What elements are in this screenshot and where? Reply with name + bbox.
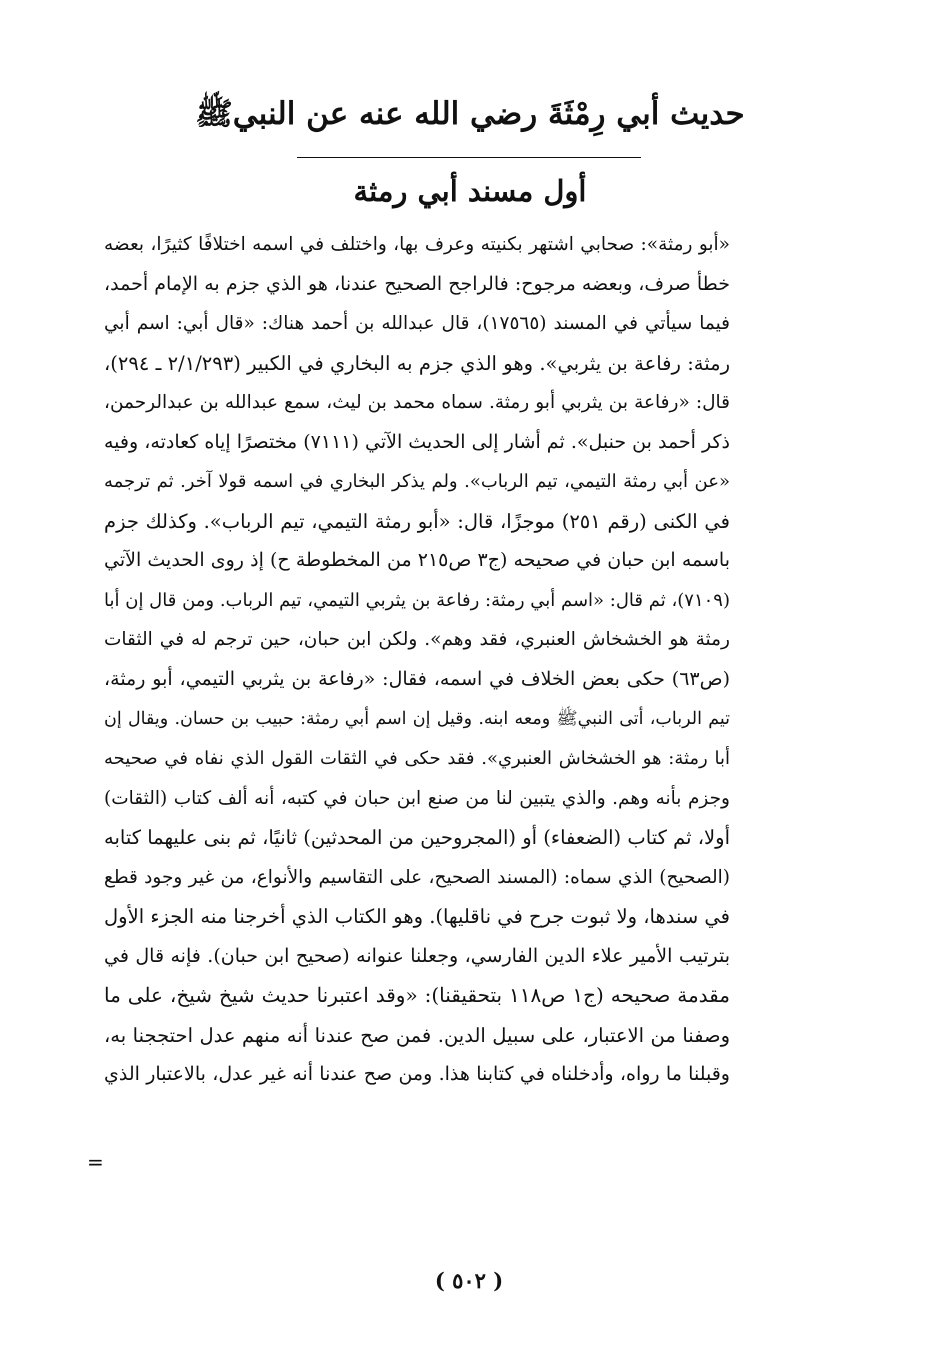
body-line: قال: «رفاعة بن يثربي أبو رمثة. سماه محمد بن ليث، سمع عبدالله بن عبدالرحمن، [104,392,730,414]
body-line: رمثة هو الخشخاش العنبري، فقد وهم». ولكن ابن حبان، حين ترجم له في الثقات [104,629,730,651]
chapter-title: حديث أبي رِمْثَةَ رضي الله عنه عن النبيﷺ [195,96,745,132]
body-line: (الصحيح) الذي سماه: (المسند الصحيح، على التقاسيم والأنواع، من غير وجود قطع [104,866,730,888]
section-title: أول مسند أبي رمثة [353,174,587,208]
body-line: باسمه ابن حبان في صحيحه (ج٣ ص٢١٥ من المخطوطة ح) إذ روى الحديث الآتي [104,549,730,572]
body-line: خطأ صرف، وبعضه مرجوح: فالراجح الصحيح عندنا، هو الذي جزم به الإمام أحمد، [104,272,730,295]
body-line: (ص٦٣) حكى بعض الخلاف في اسمه، فقال: «رفاعة بن يثربي التيمي، أبو رمثة، [104,668,730,691]
body-line: وقبلنا ما رواه، وأدخلناه في كتابنا هذا. ومن صح عندنا أنه غير عدل، بالاعتبار الذي [104,1063,730,1086]
body-line: رمثة: رفاعة بن يثربي». وهو الذي جزم به البخاري في الكبير (٢/١/٢٩٣ ـ ٢٩٤)، [104,351,730,375]
body-line: أولا، ثم كتاب (الضعفاء) أو (المجروحين من المحدثين) ثانيًا، ثم بنى عليهما كتابه [104,826,730,850]
body-line: في سندها، ولا ثبوت جرح في ناقليها). وهو الكتاب الذي أخرجنا منه الجزء الأول [104,905,730,929]
body-line: أبا رمثة: هو الخشخاش العنبري». فقد حكى في الثقات القول الذي نفاه في صحيحه [104,748,730,770]
body-line: فيما سيأتي في المسند (١٧٥٦٥)، قال عبدالله بن أحمد هناك: «قال أبي: اسم أبي [104,313,730,335]
body-line: تيم الرباب، أتى النبيﷺ ومعه ابنه. وقيل إن اسم أبي رمثة: حبيب بن حسان. ويقال إن [104,708,730,729]
body-text [104,225,730,1095]
body-line: وجزم بأنه وهم. والذي يتبين لنا من صنع ابن حبان في كتبه، أنه ألف كتاب (الثقات) [104,787,730,809]
body-line: «أبو رمثة»: صحابي اشتهر بكنيته وعرف بها، واختلف في اسمه اختلافًا كثيرًا، بعضه [104,234,730,255]
body-line: مقدمة صحيحه (ج١ ص١١٨ بتحقيقنا): «وقد اعتبرنا حديث شيخ شيخ، على ما [104,983,730,1008]
title-divider [297,157,641,158]
continuation-mark: = [87,1150,104,1174]
body-line: وصفنا من الاعتبار، على سبيل الدين. فمن صح عندنا أنه منهم عدل احتججنا به، [104,1023,730,1047]
body-line: (٧١٠٩)، ثم قال: «اسم أبي رمثة: رفاعة بن يثربي التيمي، تيم الرباب. ومن قال إن أبا [104,589,730,611]
body-line: «عن أبي رمثة التيمي، تيم الرباب». ولم يذكر البخاري في اسمه قولا آخر. ثم ترجمه [104,471,730,493]
body-line: في الكنى (رقم ٢٥١) موجزًا، قال: «أبو رمثة التيمي، تيم الرباب». وكذلك جزم [104,509,730,533]
page-number: ( ٥٠٢ ) [434,1268,504,1293]
body-line: ذكر أحمد بن حنبل». ثم أشار إلى الحديث الآتي (٧١١١) مختصرًا إياه كعادته، وفيه [104,430,730,453]
body-line: بترتيب الأمير علاء الدين الفارسي، وجعلنا عنوانه (صحيح ابن حبان). فإنه قال في [104,944,730,967]
